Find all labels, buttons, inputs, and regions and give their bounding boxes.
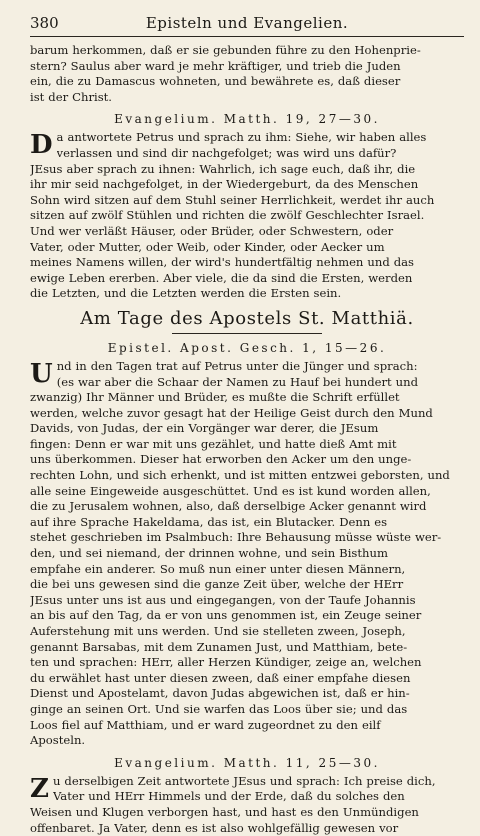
text-line: stern? Saulus aber ward je mehr kräftiger, und trieb die Juden <box>30 58 401 73</box>
text-line: JEsus unter uns ist aus und eingegangen, von der Taufe Johannis <box>30 592 416 607</box>
gospel-heading-1: Evangelium. Matth. 19, 27—30. <box>114 112 380 127</box>
gospel-paragraph-1 <box>30 130 464 302</box>
text-line: u derselbigen Zeit antwortete JEsus und sprach: Ich preise dich, <box>52 773 436 788</box>
text-line: zwanzig) Ihr Männer und Brüder, es mußte die Schrift erfüllet <box>30 390 400 405</box>
text-line: Vater und HErr Himmels und der Erde, daß du solches den <box>52 789 405 804</box>
text-line: meines Namens willen, der wird's hundertfältig nehmen und das <box>30 255 415 270</box>
text-line: Vater, oder Mutter, oder Weib, oder Kinder, oder Aecker um <box>30 239 385 254</box>
page-header <box>30 14 464 37</box>
text-line: Dienst und Apostelamt, davon Judas abgewichen ist, daß er hin- <box>30 686 410 701</box>
text-line: empfahe ein anderer. So muß nun einer unter diesen Männern, <box>30 561 406 576</box>
text-line: nd in den Tagen trat auf Petrus unter die Jünger und sprach: <box>56 358 418 373</box>
text-line: du erwählet hast unter diesen zween, daß einer empfahe diesen <box>30 670 411 685</box>
running-head: Episteln und Evangelien. <box>145 14 349 32</box>
text-line: offenbaret. Ja Vater, denn es ist also wohlgefällig gewesen vor <box>30 820 399 835</box>
text-line: Weisen und Klugen verborgen hast, und hast es den Unmündigen <box>30 804 419 819</box>
text-line: Und wer verläßt Häuser, oder Brüder, oder Schwestern, oder <box>30 223 394 238</box>
feast-title: Am Tage des Apostels St. Matthiä. <box>80 307 414 329</box>
text-line: Auferstehung mit uns werden. Und sie stelleten zween, Joseph, <box>30 624 406 638</box>
text-line: Aposteln. <box>30 733 86 748</box>
text-line: ist der Christ. <box>30 89 112 104</box>
text-line: genannt Barsabas, mit dem Zunamen Just, und Matthiam, bete- <box>30 639 408 654</box>
text-line: ein, die zu Damascus wohneten, und bewährete es, daß dieser <box>30 74 401 89</box>
epistle-section <box>30 341 464 749</box>
gospel-heading-2: Evangelium. Matth. 11, 25—30. <box>114 755 380 770</box>
text-line: sitzen auf zwölf Stühlen und richten die zwölf Geschlechter Israel. <box>30 208 425 223</box>
text-line: verlassen und sind dir nachgefolget; was wird uns dafür? <box>56 145 397 160</box>
page-number: 380 <box>30 14 59 32</box>
epistle-paragraph <box>30 359 464 749</box>
intro-paragraph <box>30 43 464 105</box>
text-line: ginge an seinen Ort. Und sie warfen das Loos über sie; und das <box>30 701 408 716</box>
text-line: a antwortete Petrus und sprach zu ihm: Siehe, wir haben alles <box>56 130 427 145</box>
text-line: ihr mir seid nachgefolget, in der Wiedergeburt, da des Menschen <box>30 177 419 192</box>
text-line: stehet geschrieben im Psalmbuch: Ihre Behausung müsse wüste wer- <box>30 530 442 545</box>
text-line: die Letzten, und die Letzten werden die Ersten sein. <box>30 286 342 301</box>
text-line: ewige Leben ererben. Aber viele, die da sind die Ersten, werden <box>30 270 413 285</box>
text-line: rechten Lohn, und sich erhenkt, und ist mitten entzwei geborsten, und <box>30 468 450 483</box>
intro-section <box>30 43 464 105</box>
text-line: uns überkommen. Dieser hat erworben den Acker um den unge- <box>30 452 412 467</box>
drop-cap: U <box>30 358 53 389</box>
text-line: JEsus aber sprach zu ihnen: Wahrlich, ich sage euch, daß ihr, die <box>30 161 416 176</box>
text-line: alle seine Eingeweide ausgeschüttet. Und es ist kund worden allen, <box>30 483 431 498</box>
epistle-heading: Epistel. Apost. Gesch. 1, 15—26. <box>107 340 387 355</box>
text-line: werden, welche zuvor gesagt hat der Heilige Geist durch den Mund <box>30 405 433 420</box>
gospel-paragraph-2 <box>30 774 464 836</box>
text-line: fingen: Denn er war mit uns gezählet, und hatte dieß Amt mit <box>30 436 397 451</box>
text-line: Loos fiel auf Matthiam, und er ward zugeordnet zu den eilf <box>30 717 381 732</box>
text-line: den, und sei niemand, der drinnen wohne, und sein Bisthum <box>30 546 388 561</box>
text-line: (es war aber die Schaar der Namen zu Hauf bei hundert und <box>56 374 419 389</box>
text-line: auf ihre Sprache Hakeldama, das ist, ein Blutacker. Denn es <box>30 514 388 529</box>
text-line: an bis auf den Tag, da er von uns genommen ist, ein Zeuge seiner <box>30 608 422 623</box>
text-line: die zu Jerusalem wohnen, also, daß derselbige Acker genannt wird <box>30 499 427 514</box>
text-line: Sohn wird sitzen auf dem Stuhl seiner Herrlichkeit, werdet ihr auch <box>30 192 435 207</box>
text-line: die bei uns gewesen sind die ganze Zeit über, welche der HErr <box>30 577 404 592</box>
gospel-section-1 <box>30 112 464 302</box>
drop-cap: D <box>30 130 53 161</box>
text-line: barum herkommen, daß er sie gebunden führe zu den Hohenprie- <box>30 43 421 57</box>
text-line: ten und sprachen: HErr, aller Herzen Kündiger, zeige an, welchen <box>30 655 422 670</box>
gospel-section-2 <box>30 756 464 836</box>
drop-cap: Z <box>30 773 49 804</box>
text-line: Davids, von Judas, der ein Vorgänger war derer, die JEsum <box>30 421 379 436</box>
title-rule <box>172 333 322 334</box>
